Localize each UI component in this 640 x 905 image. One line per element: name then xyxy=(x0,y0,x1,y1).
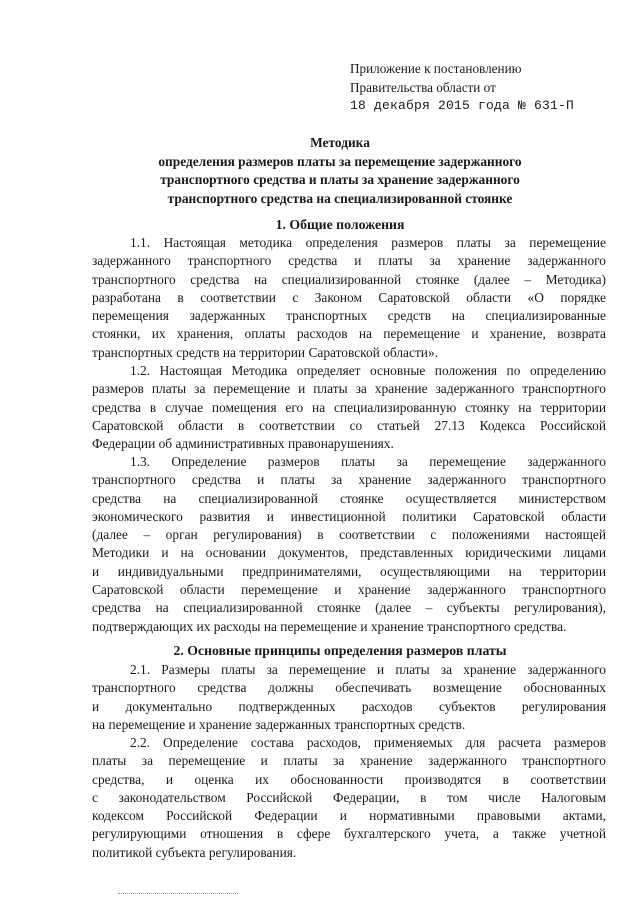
paragraph-2-2 xyxy=(92,734,606,862)
title-line-1: Методика xyxy=(310,135,370,150)
paragraph-line: и документально подтвержденных расходов субъектов регулирования xyxy=(92,698,606,714)
paragraph-line: на перемещение и хранение задержанных транспортных средств. xyxy=(92,716,466,732)
paragraph-line: платы за перемещение и платы за хранение задержанного транспортного xyxy=(92,753,606,769)
paragraph-line: 1.2. Настоящая Методика определяет основные положения по определению xyxy=(130,363,606,378)
paragraph-line: подтверждающих их расходы на перемещение и хранение транспортного средства. xyxy=(92,618,567,634)
paragraph-line: размеров платы за перемещение и платы за хранение задержанного транспортного xyxy=(92,381,606,397)
paragraph-2-1 xyxy=(92,661,606,734)
paragraph-line: 1.3. Определение размеров платы за перемещение задержанного xyxy=(130,454,606,469)
appendix-line-2: Правительства области от xyxy=(350,79,496,95)
paragraph-line: средства в случае помещения его на специализированную стоянку на территории xyxy=(92,399,606,415)
paragraph-line: задержанного транспортного средства и платы за хранение задержанного xyxy=(92,253,606,269)
appendix-line-1: Приложение к постановлению xyxy=(350,61,522,76)
paragraph-1-1 xyxy=(92,234,606,362)
paragraph-line: кодексом Российской Федерации и нормативными правовыми актами, xyxy=(92,808,606,824)
paragraph-line: Саратовской области в соответствии со статьей 27.13 Кодекса Российской xyxy=(92,417,606,433)
paragraph-line: перемещения задержанных транспортных средств на специализированные xyxy=(92,308,606,324)
appendix-line-3: 18 декабря 2015 года № 631-П xyxy=(350,98,575,113)
paragraph-1-3 xyxy=(92,453,606,636)
title-line-2: определения размеров платы за перемещение задержанного xyxy=(158,153,522,169)
paragraph-line: Методики и на основании документов, представленных юридическими лицами xyxy=(92,545,606,561)
section-1-heading: 1. Общие положения xyxy=(275,217,405,232)
paragraph-line: средства на специализированной стоянке (далее – субъекты регулирования), xyxy=(92,600,606,616)
paragraph-line: и индивидуальными предпринимателями, осуществляющими на территории xyxy=(92,563,606,579)
paragraph-line: разработана в соответствии с Законом Саратовской области «О порядке xyxy=(92,289,606,305)
paragraph-line: транспортного средства и платы за хранение задержанного транспортного xyxy=(92,472,606,488)
paragraph-line: Саратовской области перемещение и хранение задержанного транспортного xyxy=(92,582,606,598)
paragraph-line: с законодательством Российской Федерации, в том числе Налоговым xyxy=(92,789,606,805)
paragraph-line: политикой субъекта регулирования. xyxy=(92,844,297,860)
paragraph-line: регулирующими отношения в сфере бухгалтерского учета, а также учетной xyxy=(92,826,606,842)
paragraph-line: (далее – орган регулирования) в соответствии с положениями настоящей xyxy=(92,527,606,543)
scan-artifact xyxy=(118,893,238,897)
paragraph-1-2 xyxy=(92,362,606,453)
document-title xyxy=(80,134,600,208)
section-2-heading: 2. Основные принципы определения размеров платы xyxy=(173,643,507,658)
paragraph-line: средства на специализированной стоянке осуществляется министерством xyxy=(92,490,606,506)
paragraph-line: транспортного средства должны обеспечивать возмещение обоснованных xyxy=(92,680,606,696)
paragraph-line: Федерации об административных правонарушениях. xyxy=(92,436,394,452)
paragraph-line: 2.1. Размеры платы за перемещение и платы за хранение задержанного xyxy=(130,662,606,677)
title-line-4: транспортного средства на специализированной стоянке xyxy=(167,190,513,206)
paragraph-line: стоянки, их хранения, оплаты расходов на перемещение и хранение, возврата xyxy=(92,326,606,342)
paragraph-line: 2.2. Определение состава расходов, применяемых для расчета размеров xyxy=(130,735,606,750)
paragraph-line: транспортных средств на территории Саратовской области». xyxy=(92,344,439,360)
paragraph-line: 1.1. Настоящая методика определения размеров платы за перемещение xyxy=(130,235,606,250)
paragraph-line: транспортного средства на специализированной стоянке (далее – Методика) xyxy=(92,271,606,287)
title-line-3: транспортного средства и платы за хранение задержанного xyxy=(160,172,520,188)
appendix-note xyxy=(350,60,610,116)
paragraph-line: средства, и оценка их обоснованности производятся в соответствии xyxy=(92,771,606,787)
paragraph-line: экономического развития и инвестиционной политики Саратовской области xyxy=(92,508,606,524)
